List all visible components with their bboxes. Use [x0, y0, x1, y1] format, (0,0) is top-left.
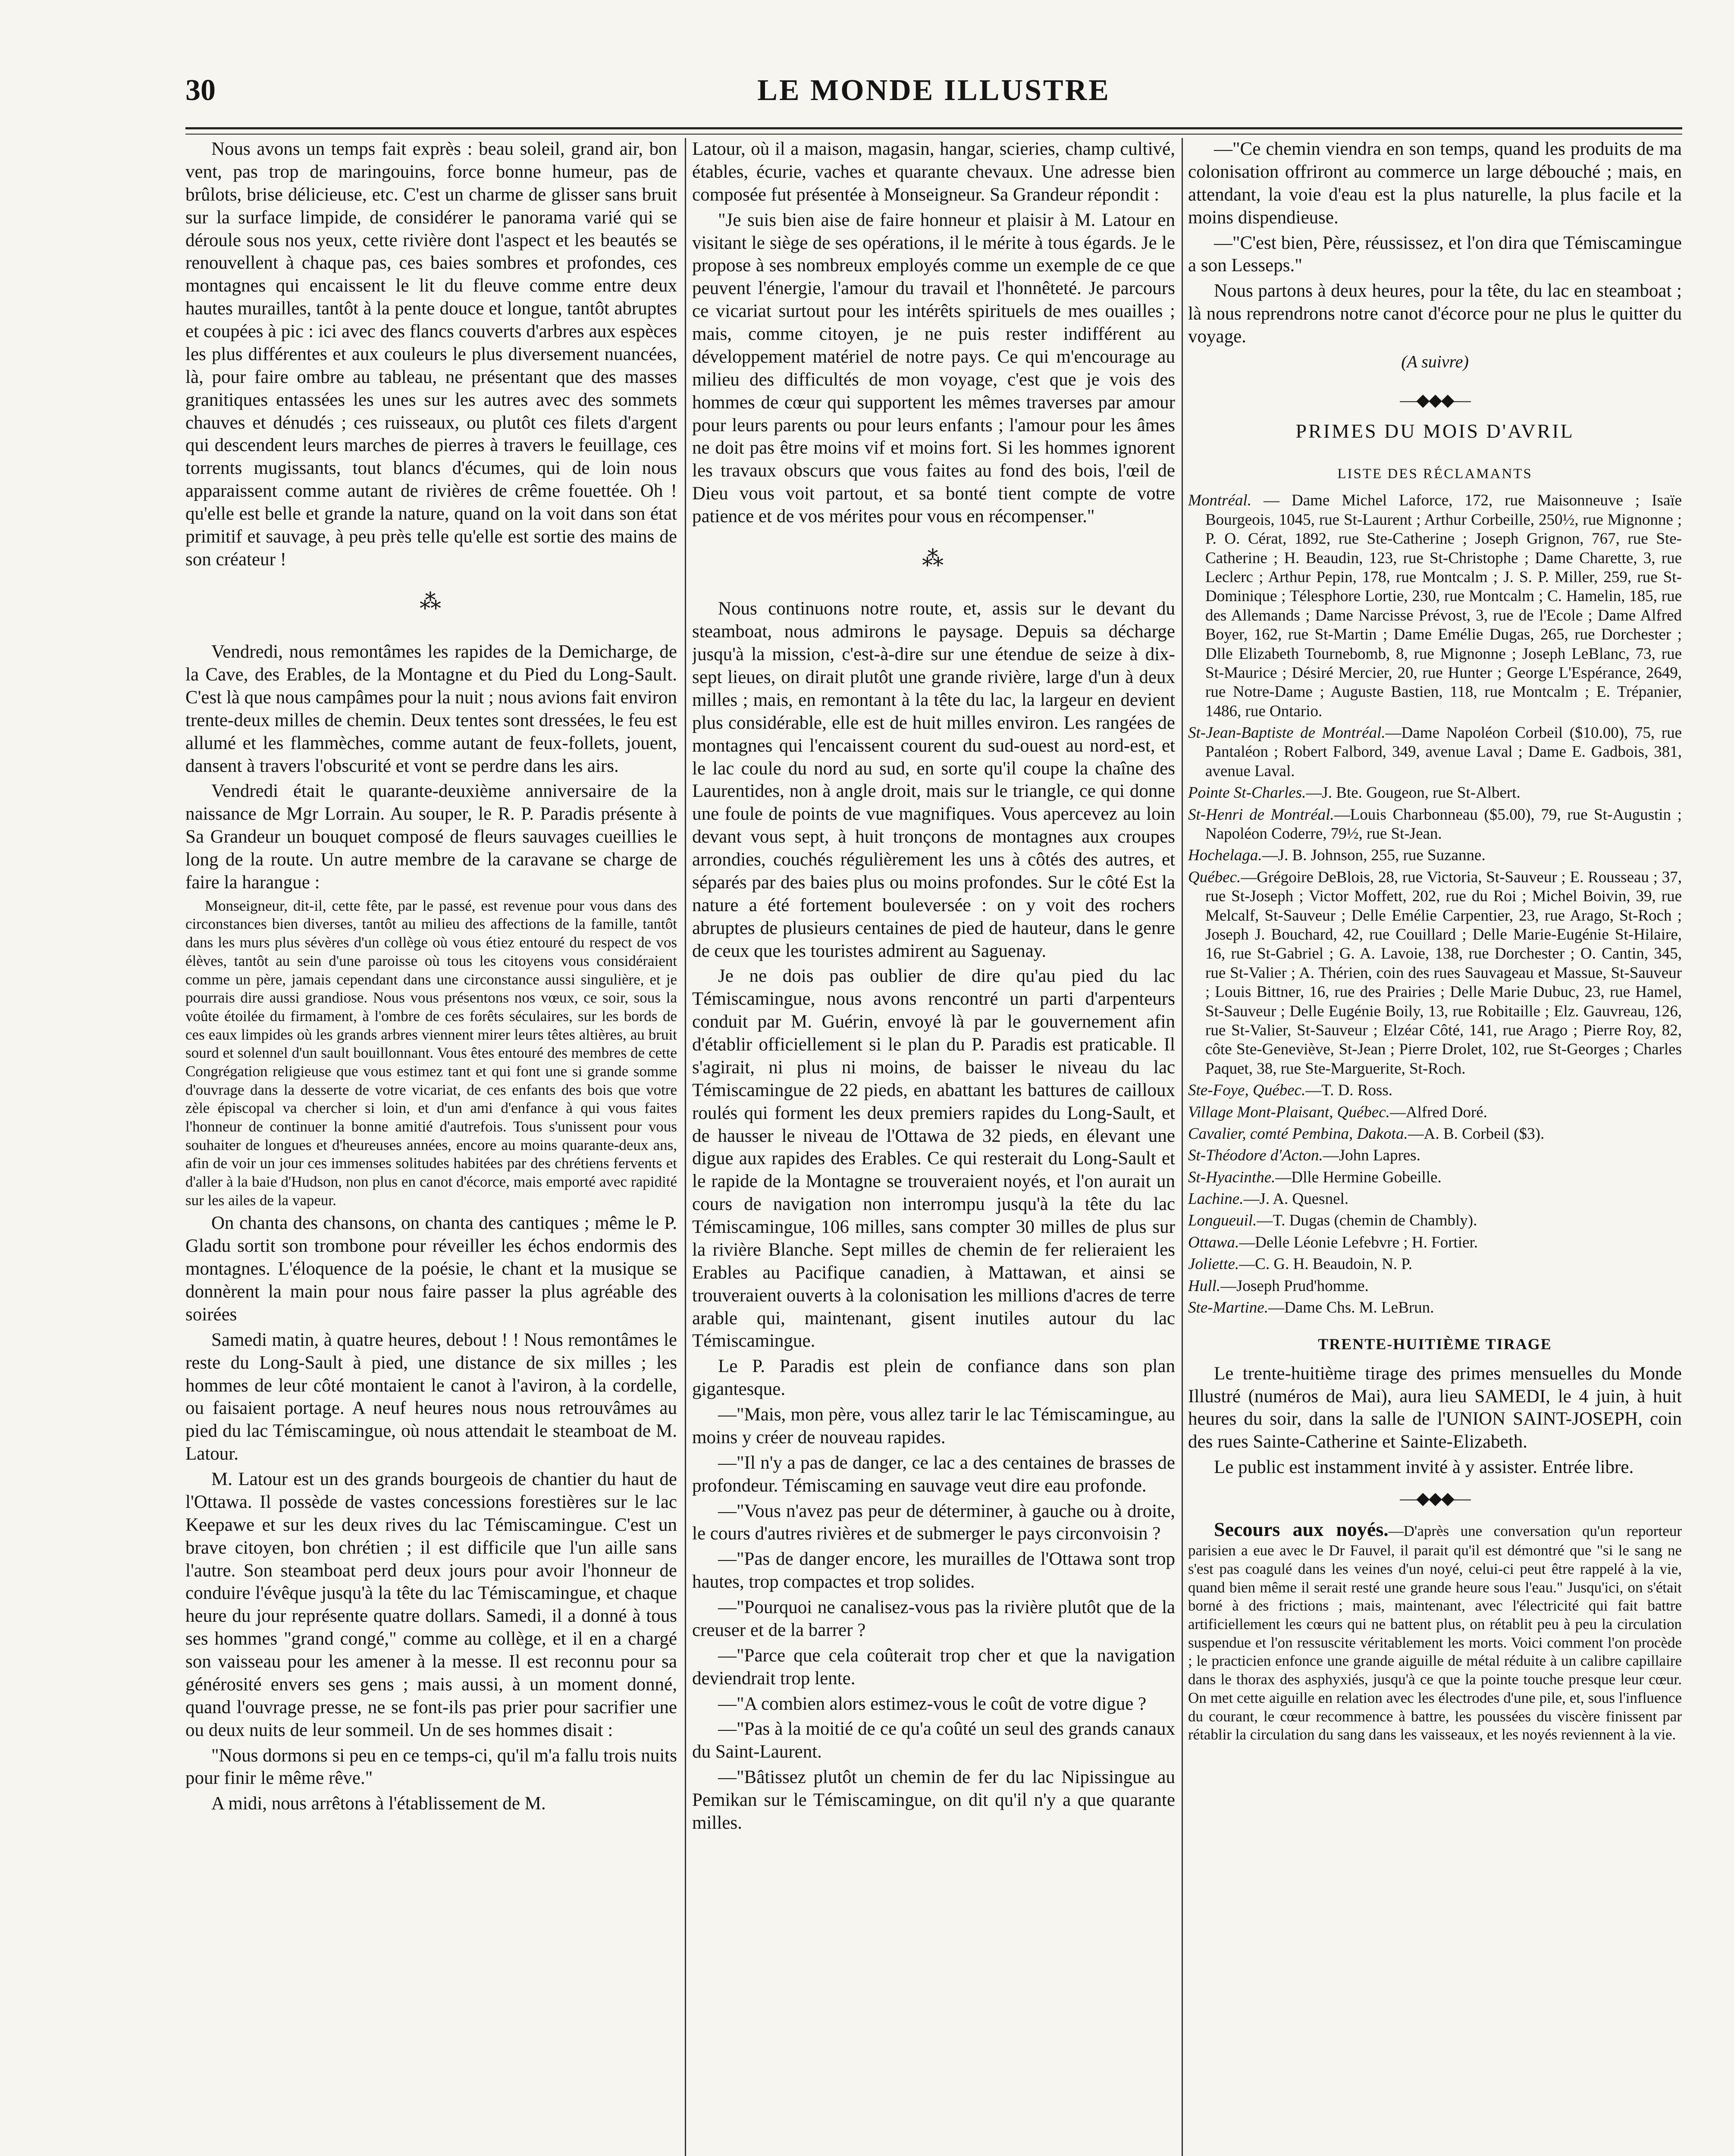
dialogue-line: —"Mais, mon père, vous allez tarir le lac Témiscamingue, au moins y créer de nouveau rapides.	[692, 1404, 1175, 1448]
claimant-names: —A. B. Corbeil ($3).	[1408, 1125, 1545, 1143]
dialogue-line: —"Ce chemin viendra en son temps, quand les produits de ma colonisation offriront au commerce un large débouché ; mais, en attendant, la voie d'eau est la plus naturelle, la plus facile et la moins dispendieuse.	[1188, 139, 1682, 228]
masthead-title: LE MONDE ILLUSTRE	[757, 74, 1110, 107]
paragraph: Vendredi était le quarante-deuxième anniversaire de la naissance de Mgr Lorrain. Au souper, le R. P. Paradis présente à Sa Grandeur un bouquet composé de fleurs sauvages cueillies le long de la route. Un autre membre de la caravane se charge de faire la harangue :	[185, 781, 677, 893]
section-asterism: ⁂	[922, 546, 945, 570]
claimant-place: St-Théodore d'Acton.	[1188, 1147, 1323, 1165]
claimant-entry	[1188, 1298, 1682, 1317]
paragraph: Je ne dois pas oublier de dire qu'au pied du lac Témiscamingue, nous avons rencontré un parti d'arpenteurs conduit par M. Guérin, envoyé là par le gouvernement afin d'établir officiellement si le plan du P. Paradis est praticable. Il s'agirait, ni plus ni moins, de baisser le niveau du lac Témiscamingue de 22 pieds, en abattant les battures de cailloux roulés qui forment les deux premiers rapides du Long-Sault, et de hausser le niveau de l'Ottawa de 32 pieds, en élevant une digue aux rapides des Erables. Ce qui resterait du Long-Sault et le rapide de la Montagne se trouveraient noyés, et l'on aurait un cours de navigation non interrompu jusqu'à la tête du lac Témiscamingue, 106 milles, sans compter 30 milles de plus sur la rivière Blanche. Sept milles de chemin de fer relieraient les Erables au Pacifique canadien, à Mattawan, et ainsi se trouveraient ouverts à la colonisation les millions d'acres de terre arable qui, maintenant, gisent inutiles autour du lac Témiscamingue.	[692, 966, 1175, 1351]
secours-text: —D'après une conversation qu'un reporteur parisien a eue avec le Dr Fauvel, il parait qu'il est démontré que "si le sang ne s'est pas coagulé dans les veines d'un noyé, celui-ci peut être rappelé à la vie, quand bien même il serait resté une grande heure sous l'eau." Jusqu'ici, on s'était borné à des frictions ; mais, maintenant, avec l'électricité qui fait battre artificiellement les cœurs qui ne battent plus, on rétablit peu à peu la circulation suspendue et l'on ressuscite véritablement les morts. Voici comment l'on procède ; le practicien enfonce une grande aiguille de métal réduite à un calibre capillaire dans le thorax des asphyxiés, jusqu'à ce que la pointe touche presque leur cœur. On met cette aiguille en relation avec les électrodes d'une pile, et, sous l'influence du courant, le cœur recommence à battre, les poussées du viscère finissent par rétablir la circulation du sang dans les vaisseaux, et les noyés reviennent à la vie.	[1188, 1523, 1682, 1743]
paragraph: Le public est instamment invité à y assister. Entrée libre.	[1214, 1457, 1634, 1478]
paragraph: A midi, nous arrêtons à l'établissement de M.	[211, 1793, 546, 1814]
dialogue-line: —"Bâtissez plutôt un chemin de fer du lac Nipissingue au Pemikan sur le Témiscamingue, on dit qu'il n'y a que quarante milles.	[692, 1767, 1175, 1833]
tirage-heading: TRENTE-HUITIÈME TIRAGE	[1318, 1335, 1552, 1353]
claimant-place: Joliette.	[1188, 1255, 1239, 1273]
claimant-entry	[1188, 1277, 1682, 1296]
claimant-place: Québec.	[1188, 868, 1241, 886]
paragraph: Samedi matin, à quatre heures, debout ! ! Nous remontâmes le reste du Long-Sault à pied, une distance de six milles ; les hommes de leur côté montaient le canot à l'aviron, à la cordelle, ou faisaient portage. A neuf heures nous nous retrouvâmes au pied du lac Témiscamingue, où nous attendait le steamboat de M. Latour.	[185, 1329, 677, 1464]
dialogue-line: —"Pas de danger encore, les murailles de l'Ottawa sont trop hautes, trop compactes et trop solides.	[692, 1549, 1175, 1592]
claimant-place: St-Henri de Montréal.	[1188, 805, 1334, 824]
paragraph: "Nous dormons si peu en ce temps-ci, qu'il m'a fallu trois nuits pour finir le même rêve."	[185, 1745, 677, 1789]
claimant-place: Pointe St-Charles.	[1188, 784, 1306, 802]
claimant-entry	[1188, 846, 1682, 865]
paragraph: On chanta des chansons, on chanta des cantiques ; même le P. Gladu sortit son trombone pour réveiller les échos endormis des montagnes. L'éloquence de la poésie, le chant et la musique se donnèrent la main pour nous faire passer la plus agréable des soirées	[185, 1213, 677, 1325]
column-1	[185, 138, 677, 2156]
claimant-place: Ste-Foye, Québec.	[1188, 1081, 1306, 1100]
dialogue-line: —"Il n'y a pas de danger, ce lac a des centaines de brasses de profondeur. Témiscaming en sauvage veut dire eau profonde.	[692, 1452, 1175, 1496]
paragraph: Nous partons à deux heures, pour la tête, du lac en steamboat ; là nous reprendrons notre canot d'écorce pour ne plus le quitter du voyage.	[1188, 281, 1682, 347]
paragraph: Latour, où il a maison, magasin, hangar, scieries, champ cultivé, étables, écurie, vaches et quarante chevaux. Une adresse bien composée fut présentée à Monseigneur. Sa Grandeur répondit :	[692, 139, 1175, 205]
claimant-entry	[1188, 724, 1682, 781]
claimant-place: Longueuil.	[1188, 1212, 1257, 1230]
page-number: 30	[185, 74, 216, 107]
claimant-entry	[1188, 805, 1682, 844]
claimant-entry	[1188, 1168, 1682, 1187]
paragraph: Vendredi, nous remontâmes les rapides de la Demicharge, de la Cave, des Erables, de la Montagne et du Pied du Long-Sault. C'est là que nous campâmes pour la nuit ; nous avions fait environ trente-deux milles de chemin. Deux tentes sont dressées, le feu est allumé et les flammèches, comme autant de feux-follets, jouent, dansent à travers l'obscurité et vont se perdre dans les airs.	[185, 642, 677, 776]
claimant-names: — Dame Michel Laforce, 172, rue Maisonneuve ; Isaïe Bourgeois, 1045, rue St-Laurent ; Arthur Corbeille, 250½, rue Mignonne ; P. O. Cérat, 1892, rue Ste-Catherine ; Joseph Grignon, 767, rue Ste-Catherine ; H. Beaudin, 123, rue St-Christophe ; Dame Charette, 3, rue Leclerc ; Arthur Pepin, 178, rue Montcalm ; J. S. P. Miller, 259, rue St-Dominique ; Télesphore Lortie, 230, rue Montcalm ; C. Hamelin, 185, rue des Allemands ; Dame Narcisse Prévost, 3, rue de l'Ecole ; Dame Alfred Boyer, 162, rue St-Martin ; Dame Emélie Dugas, 265, rue Dorchester ; Dlle Elizabeth Tournebomb, 8, rue Mignonne ; Joseph LeBlanc, 73, rue St-Maurice ; Désiré Mercier, 20, rue Hunter ; George L'Espérance, 2649, rue Notre-Dame ; Auguste Bastien, 118, rue Montcalm ; E. Trépanier, 1486, rue Ontario.	[1205, 492, 1682, 720]
section-asterism: ⁂	[420, 589, 443, 614]
column-2	[692, 138, 1175, 2156]
dialogue-line: —"Vous n'avez pas peur de déterminer, à gauche ou à droite, le cours d'autres rivières et de submerger le pays circonvoisin ?	[692, 1501, 1175, 1544]
continued-note: (A suivre)	[1401, 351, 1469, 371]
claimant-place: Hochelaga.	[1188, 846, 1262, 865]
dialogue-line: —"C'est bien, Père, réussissez, et l'on dira que Témiscamingue a son Lesseps."	[1188, 232, 1682, 276]
claimant-entry	[1188, 1211, 1682, 1230]
column-divider	[685, 138, 686, 2156]
paragraph: M. Latour est un des grands bourgeois de chantier du haut de l'Ottawa. Il possède de vastes concessions forestières sur le lac Keepawe et sur les deux rives du lac Témiscamingue. C'est un brave citoyen, bon chrétien ; il est difficile que l'un aille sans l'autre. Son steamboat perd deux jours pour avoir l'honneur de conduire l'évêque jusqu'à la tête du lac Témiscamingue, et chaque heure du jour représente quatre dollars. Samedi, il a donné à tous ses hommes "grand congé," comme au collège, et il en a chargé son vaisseau pour les amener à la messe. Il est reconnu pour sa générosité envers ses gens ; mais aussi, à un moment donné, quand l'ouvrage presse, ne se font-ils pas prier pour sacrifier une ou deux nuits de leur sommeil. Un de ses hommes disait :	[185, 1469, 677, 1740]
dialogue-line: —"Parce que cela coûterait trop cher et que la navigation deviendrait trop lente.	[692, 1645, 1175, 1689]
claimant-entry	[1188, 1103, 1682, 1122]
page-header	[185, 73, 1682, 129]
claimant-place: Montréal.	[1188, 492, 1251, 510]
claimant-names: —C. G. H. Beaudoin, N. P.	[1239, 1255, 1413, 1273]
claimant-place: Ottawa.	[1188, 1233, 1239, 1251]
claimant-place: St-Hyacinthe.	[1188, 1168, 1276, 1186]
claimant-names: —Dlle Hermine Gobeille.	[1275, 1168, 1442, 1186]
claimant-place: Village Mont-Plaisant, Québec.	[1188, 1103, 1390, 1121]
claimant-entry	[1188, 1125, 1682, 1144]
paragraph: Le P. Paradis est plein de confiance dans son plan gigantesque.	[692, 1356, 1175, 1400]
column-3	[1188, 138, 1682, 2156]
claimant-entry	[1188, 1190, 1682, 1209]
ornament-divider: —◆◆◆—	[1400, 1489, 1470, 1508]
dialogue-line: —"A combien alors estimez-vous le coût de votre digue ?	[718, 1693, 1147, 1714]
paragraph: Le trente-huitième tirage des primes mensuelles du Monde Illustré (numéros de Mai), aura lieu SAMEDI, le 4 juin, à huit heures du soir, dans la salle de l'UNION SAINT-JOSEPH, coin des rues Sainte-Catherine et Sainte-Elizabeth.	[1188, 1363, 1682, 1452]
claimant-place: Hull.	[1188, 1277, 1221, 1295]
claimant-place: Lachine.	[1188, 1190, 1244, 1208]
claimant-names: —T. Dugas (chemin de Chambly).	[1257, 1212, 1477, 1230]
paragraph: "Je suis bien aise de faire honneur et plaisir à M. Latour en visitant le siège de ses opérations, il le mérite à tous égards. Je le propose à ses nombreux employés comme un exemple de ce que peuvent l'énergie, l'amour du travail et l'honnêteté. Je parcours ce vicariat surtout pour les intérêts spirituels de mes ouailles ; mais, comme citoyen, je ne puis rester indifférent au développement matériel de notre pays. Ce qui m'encourage au milieu des difficultés de mon voyage, c'est que je vois des hommes de cœur qui supportent les mêmes traverses par amour pour leurs parents ou pour leurs enfants ; l'amour pour les âmes ne doit pas être moins vif et moins fort. Si les hommes ignorent les travaux obscurs que vous faites au fond des bois, l'œil de Dieu vous voit partout, et sa bonté tient compte de votre patience et de vos mérites pour vous en récompenser."	[692, 210, 1175, 526]
claimant-entry	[1188, 1081, 1682, 1100]
dialogue-line: —"Pas à la moitié de ce qu'a coûté un seul des grands canaux du Saint-Laurent.	[692, 1719, 1175, 1762]
claimant-names: —Louis Charbonneau ($5.00), 79, rue St-Augustin ; Napoléon Coderre, 79½, rue St-Jean.	[1205, 805, 1682, 843]
claimant-names: —Alfred Doré.	[1389, 1103, 1487, 1121]
claimant-entry	[1188, 783, 1682, 802]
claimant-place: St-Jean-Baptiste de Montréal.	[1188, 724, 1386, 742]
harangue-text: Monseigneur, dit-il, cette fête, par le passé, est revenue pour vous dans des circonstances bien diverses, tantôt au milieu des affections de la famille, tantôt dans les murs plus sévères d'un collège où vous étiez entouré du respect de vos élèves, tantôt au sein d'une paroisse où tous les citoyens vous considéraient comme un père, jamais cependant dans une circonstance aussi singulière, et je pourrais dire aussi grandiose. Nous vous présentons nos vœux, ce soir, sous la voûte étoilée du firmament, à l'ombre de ces forêts séculaires, sur les bords de ces eaux limpides où les grands arbres viennent mirer leurs têtes altières, au bruit sourd et solennel d'un sault bouillonnant. Vous êtes entouré des membres de cette Congrégation religieuse que vous estimez tant et qui font une si grande somme d'ouvrage dans la desserte de votre vicariat, de ces enfants des bois que votre zèle épiscopal va chercher si loin, et d'un ami d'enfance à qui vous faites l'honneur de continuer la bonne amitié d'autrefois. Tous s'unissent pour vous souhaiter de longues et d'heureuses années, encore au moins quarante-deux ans, afin de voir un jour ces immenses solitudes habitées par des chrétiens fervents et d'aller à la baie d'Hudson, non plus en canot d'écorce, mais emporté avec rapidité sur les ailes de la vapeur.	[185, 897, 677, 1209]
dialogue-line: —"Pourquoi ne canalisez-vous pas la rivière plutôt que de la creuser et de la barrer ?	[692, 1597, 1175, 1640]
primes-heading: PRIMES DU MOIS D'AVRIL	[1295, 420, 1574, 442]
claimant-names: —Delle Léonie Lefebvre ; H. Fortier.	[1239, 1233, 1478, 1251]
claimant-place: Cavalier, comté Pembina, Dakota.	[1188, 1125, 1408, 1143]
header-rule	[185, 127, 1682, 135]
claimant-place: Ste-Martine.	[1188, 1299, 1268, 1317]
claimant-names: —Dame Napoléon Corbeil ($10.00), 75, rue Pantaléon ; Robert Falbord, 349, avenue Laval ; Dame E. Gadbois, 381, avenue Laval.	[1205, 724, 1682, 780]
claimants-list	[1188, 491, 1682, 1317]
secours-article	[1188, 1517, 1682, 1744]
column-divider	[1182, 138, 1183, 2156]
ornament-divider: —◆◆◆—	[1400, 390, 1470, 410]
claimant-names: —T. D. Ross.	[1305, 1081, 1393, 1100]
secours-title: Secours aux noyés.	[1214, 1518, 1389, 1541]
liste-heading: LISTE DES RÉCLAMANTS	[1337, 466, 1533, 482]
paragraph: Nous continuons notre route, et, assis sur le devant du steamboat, nous admirons le paysage. Depuis sa décharge jusqu'à la mission, c'est-à-dire sur une étendue de seize à dix-sept lieues, on dirait plutôt une grande rivière, large d'un à deux milles ; mais, en remontant à la tête du lac, la largeur en devient plus considérable, elle est de huit milles environ. Les rangées de montagnes qui l'encaissent courent du sud-ouest au nord-est, et le lac coule du nord au sud, en sorte qu'il coupe la chaîne des Laurentides, non à angle droit, mais sur le triangle, ce qui donne une foule de points de vue magnifiques. Vous apercevez au loin devant vous sept, à huit tronçons de montagnes aux croupes arrondies, couchés régulièrement les uns à côtés des autres, et séparés par des baies plus ou moins profondes. Sur le côté Est la nature a été fortement bouleversée : on y voit des rochers abruptes de plusieurs centaines de pied de hauteur, dans le genre de ceux que les touristes admirent au Saguenay.	[692, 599, 1175, 961]
paragraph: Nous avons un temps fait exprès : beau soleil, grand air, bon vent, pas trop de maringouins, force bonne humeur, pas de brûlots, brise délicieuse, etc. C'est un charme de glisser sans bruit sur la surface limpide, de considérer le panorama varié qui se déroule sous nos yeux, cette rivière dont l'aspect et les beautés se renouvellent à chaque pas, ces baies sombres et profondes, ces montagnes qui encaissent le lit du fleuve comme entre deux hautes murailles, tantôt à la pente douce et longue, tantôt abruptes et coupées à pic : ici avec des flancs couverts d'arbres aux espèces les plus différentes et aux couleurs le plus diversement nuancées, là, pour faire ombre au tableau, ne présentant que des masses granitiques entassées les unes sur les autres avec des sommets chauves et dénudés ; ces ruisseaux, ou plutôt ces filets d'argent qui descendent leurs marches de pierres à travers le feuillage, ces torrents mugissants, tout blancs d'écumes, qui de loin nous apparaissent comme autant de rivières de crême fouettée. Oh ! qu'elle est belle et grande la nature, quand on la voit dans son état primitif et sauvage, à peu près telle qu'elle est sortie des mains de son créateur !	[185, 139, 677, 570]
claimant-names: —Joseph Prud'homme.	[1220, 1277, 1369, 1295]
claimant-entry	[1188, 868, 1682, 1078]
claimant-names: —Dame Chs. M. LeBrun.	[1268, 1299, 1434, 1317]
claimant-names: —J. A. Quesnel.	[1243, 1190, 1349, 1208]
claimant-names: —J. B. Johnson, 255, rue Suzanne.	[1262, 846, 1486, 865]
harangue-block	[185, 897, 677, 1210]
claimant-names: —Grégoire DeBlois, 28, rue Victoria, St-Sauveur ; E. Rousseau ; 37, rue St-Joseph ; Victor Moffett, 202, rue du Roi ; Michel Boivin, 39, rue Melcalf, St-Sauveur ; Delle Emélie Carpentier, 23, rue Arago, St-Roch ; Joseph J. Bouchard, 42, rue Couillard ; Delle Marie-Eugénie St-Hilaire, 16, rue St-Gabriel ; G. A. Lavoie, 138, rue Dorchester ; O. Cantin, 345, rue St-Valier ; A. Thérien, coin des rues Sauvageau et Massue, St-Sauveur ; Louis Bittner, 16, rue des Prairies ; Delle Marie Dubuc, 23, rue Hamel, St-Sauveur ; Delle Eugénie Boily, 13, rue Robitaille ; Elz. Gauvreau, 126, rue St-Valier, St-Sauveur ; Elzéar Côté, 141, rue Arago ; Pierre Roy, 82, côte Ste-Geneviève, St-Jean ; Pierre Drolet, 102, rue St-Georges ; Charles Paquet, 38, rue Ste-Marguerite, St-Roch.	[1205, 868, 1682, 1078]
claimant-names: —John Lapres.	[1323, 1147, 1420, 1165]
claimant-names: —J. Bte. Gougeon, rue St-Albert.	[1306, 784, 1521, 802]
claimant-entry	[1188, 1146, 1682, 1165]
claimant-entry	[1188, 1233, 1682, 1252]
claimant-entry	[1188, 491, 1682, 721]
claimant-entry	[1188, 1255, 1682, 1274]
